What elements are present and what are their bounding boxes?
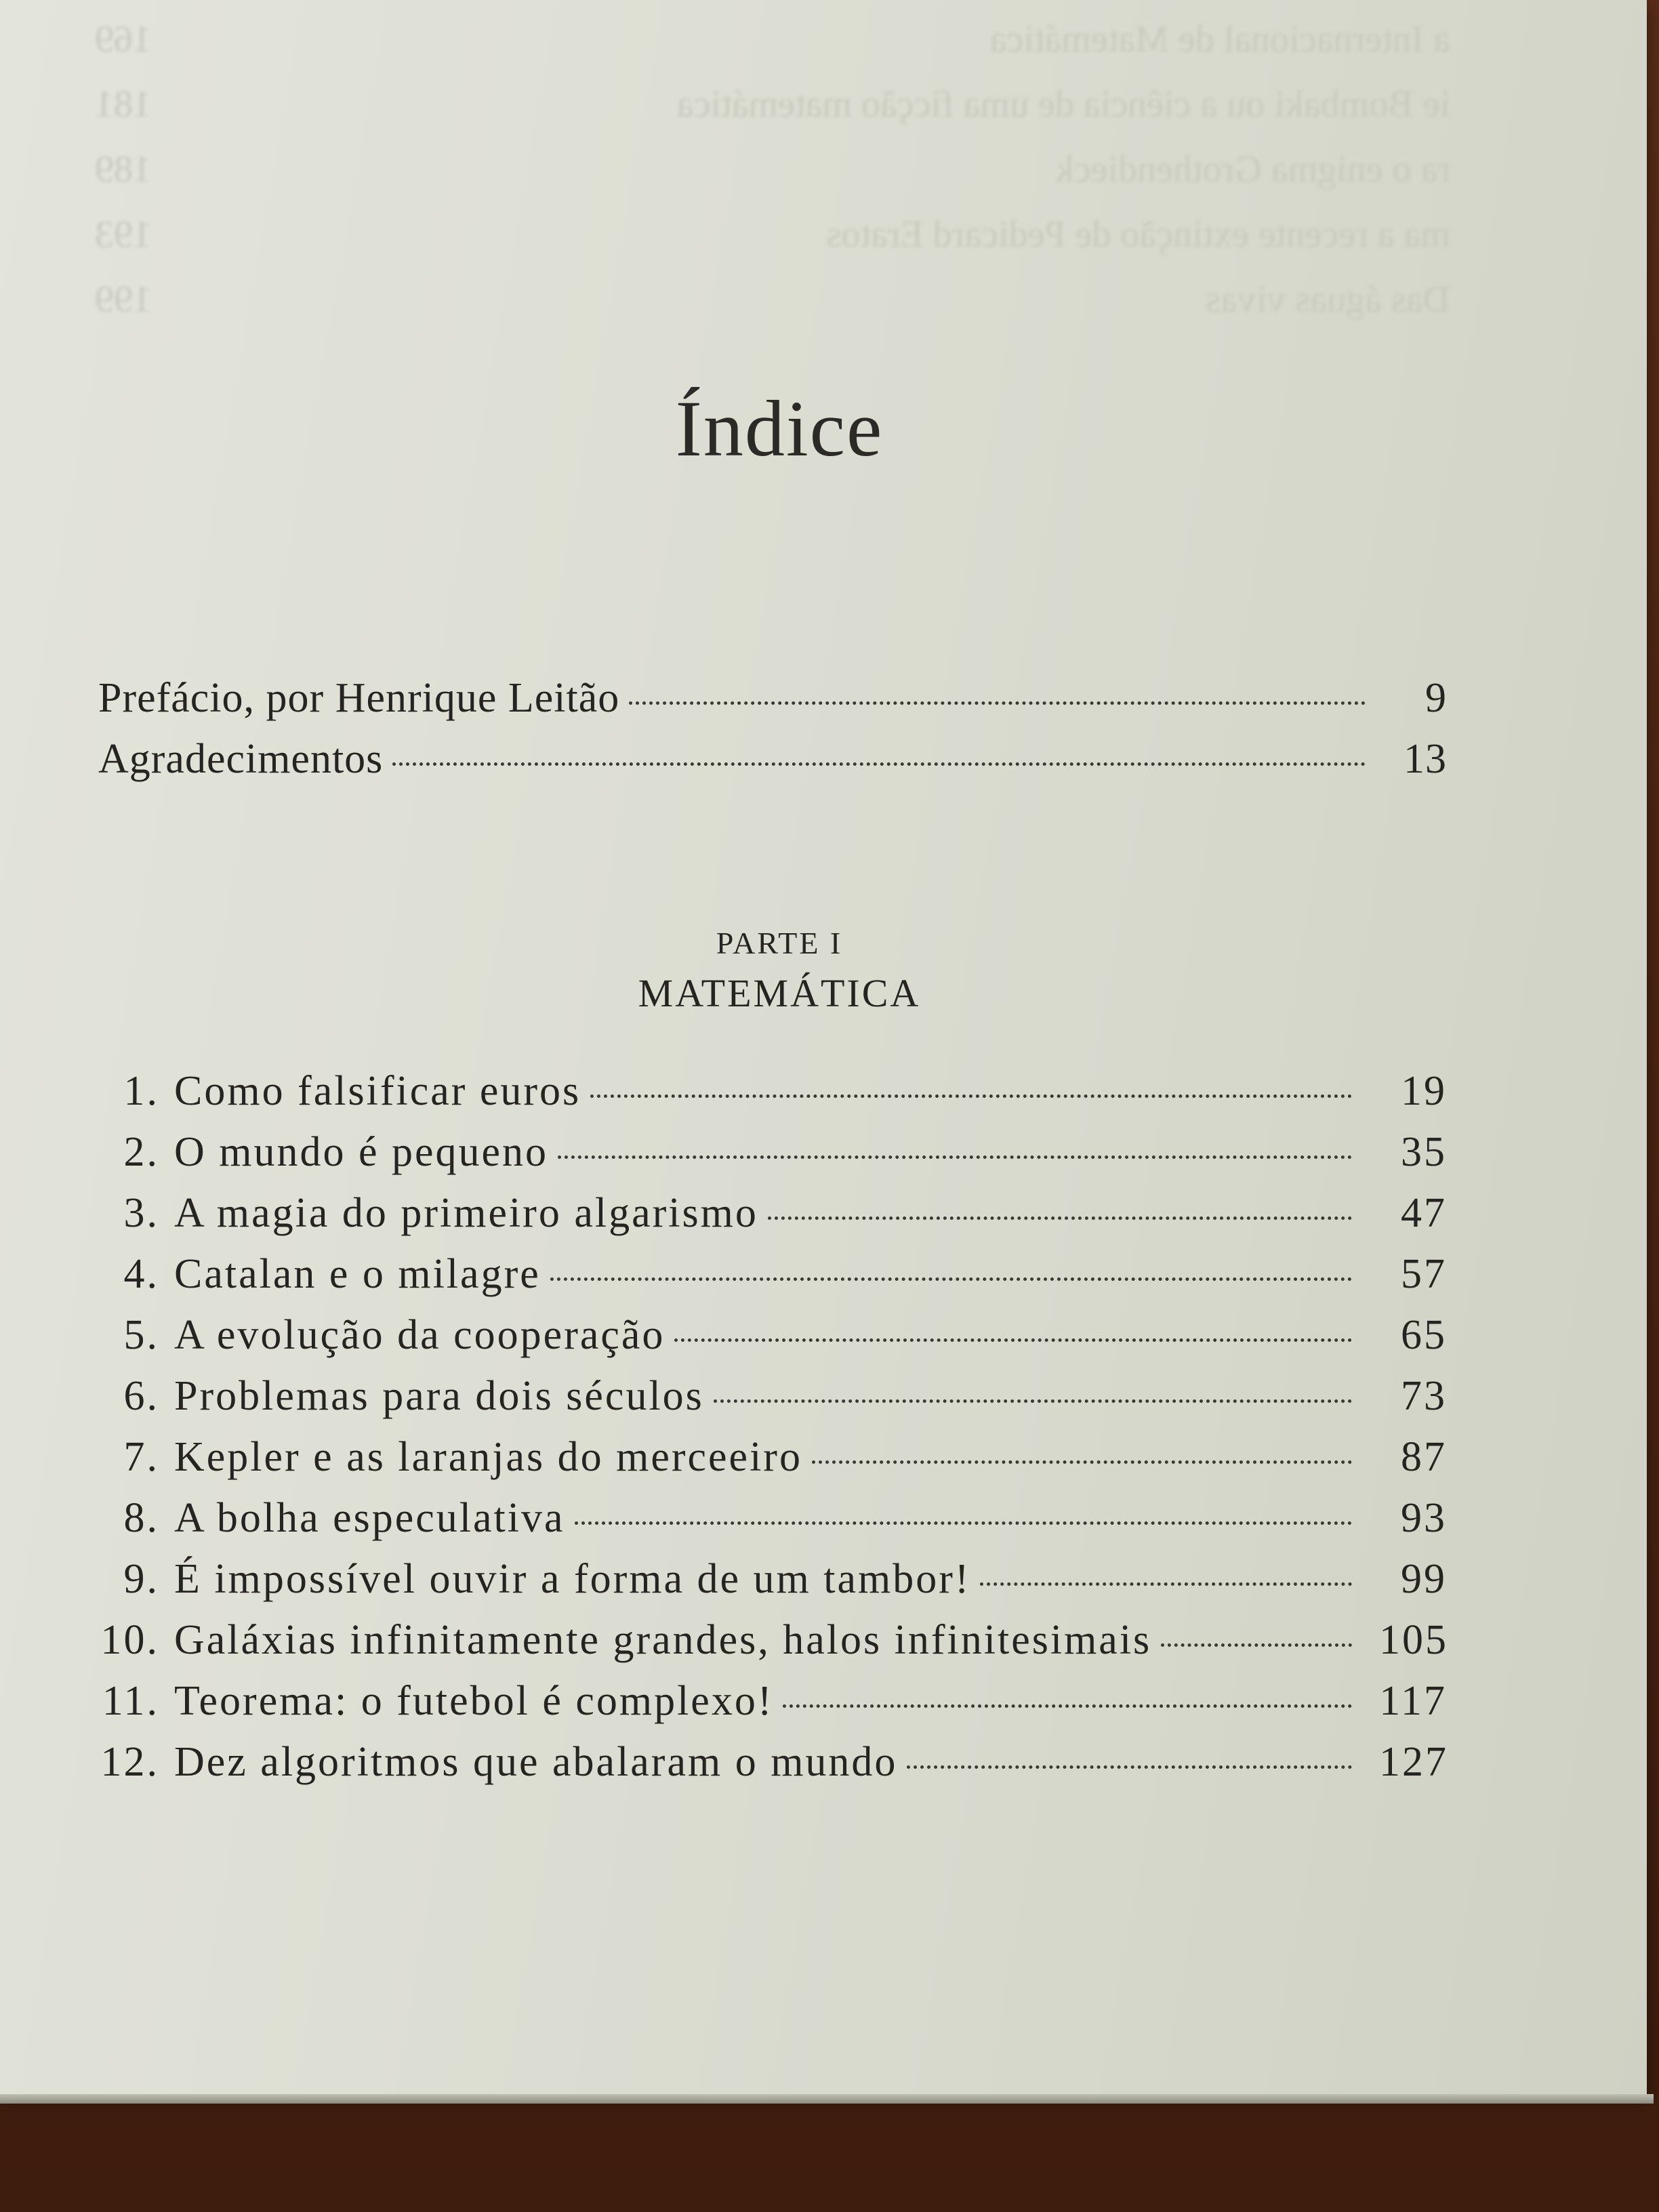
- chapter-page-number: 35: [1401, 1129, 1447, 1175]
- chapter-page-number: 105: [1379, 1617, 1448, 1663]
- toc-chapter-entry: [91, 1250, 1447, 1298]
- entry-page-number: 9: [1425, 675, 1447, 721]
- leader-dots: [674, 1338, 1352, 1342]
- bleed-line: a Internacional de Matemática 169: [95, 18, 1450, 60]
- toc-chapter-entry: [91, 1372, 1447, 1420]
- toc-entry-preface: [98, 674, 1447, 722]
- toc-chapter-entry: [91, 1555, 1447, 1603]
- bleed-line: ra o enigma Grothendieck 189: [95, 148, 1450, 190]
- chapter-title: A evolução da cooperação: [174, 1312, 665, 1358]
- leader-dots: [550, 1277, 1352, 1281]
- chapter-number: 11.: [102, 1678, 159, 1724]
- entry-page-number: 13: [1404, 736, 1447, 782]
- bleed-line: ma a recente extinção de Pedicard Eratos 193: [95, 213, 1450, 255]
- toc-chapter-entry: [91, 1616, 1447, 1664]
- leader-dots: [768, 1216, 1352, 1220]
- chapter-page-number: 87: [1401, 1434, 1447, 1480]
- leader-dots: [907, 1765, 1352, 1769]
- chapter-number: 10.: [100, 1617, 159, 1663]
- chapter-number: 8.: [123, 1495, 159, 1541]
- toc-chapter-entry: [91, 1494, 1447, 1542]
- chapter-title: Teorema: o futebol é complexo!: [174, 1678, 774, 1724]
- toc-entry-acknowledgements: [98, 735, 1447, 783]
- chapter-number: 1.: [123, 1068, 159, 1114]
- leader-dots: [590, 1094, 1352, 1098]
- leader-dots: [1161, 1643, 1352, 1647]
- leader-dots: [558, 1155, 1352, 1159]
- leader-dots: [629, 701, 1366, 705]
- chapter-page-number: 47: [1401, 1190, 1447, 1236]
- chapter-title: A magia do primeiro algarismo: [174, 1190, 758, 1236]
- toc-chapter-entry: [91, 1738, 1447, 1786]
- toc-chapter-entry: [91, 1189, 1447, 1237]
- chapter-number: 9.: [123, 1556, 159, 1602]
- chapter-title: Problemas para dois séculos: [174, 1373, 704, 1419]
- chapter-title: O mundo é pequeno: [174, 1129, 549, 1175]
- toc-chapter-entry: [91, 1433, 1447, 1481]
- chapter-title: Kepler e as laranjas do merceeiro: [174, 1434, 802, 1480]
- chapter-number: 4.: [123, 1251, 159, 1297]
- chapter-number: 5.: [123, 1312, 159, 1358]
- toc-chapter-entry: [91, 1311, 1447, 1359]
- chapter-page-number: 99: [1401, 1556, 1447, 1602]
- chapter-page-number: 19: [1401, 1068, 1447, 1114]
- leader-dots: [575, 1521, 1353, 1525]
- chapter-title: É impossível ouvir a forma de um tambor!: [174, 1556, 971, 1602]
- chapter-page-number: 127: [1379, 1739, 1448, 1785]
- toc-chapter-entry: [91, 1067, 1447, 1115]
- chapter-page-number: 65: [1401, 1312, 1447, 1358]
- chapter-page-number: 57: [1401, 1251, 1447, 1297]
- chapter-number: 6.: [123, 1373, 159, 1419]
- chapter-title: Dez algoritmos que abalaram o mundo: [174, 1739, 898, 1785]
- chapter-number: 12.: [100, 1739, 159, 1785]
- toc-chapter-entry: [91, 1128, 1447, 1176]
- bleed-line: Das águas vivas 199: [95, 279, 1450, 321]
- part-title: MATEMÁTICA: [638, 971, 921, 1015]
- entry-title: Prefácio, por Henrique Leitão: [98, 675, 620, 721]
- chapter-page-number: 117: [1379, 1678, 1447, 1724]
- part-label: PARTE I: [716, 926, 843, 960]
- leader-dots: [392, 762, 1366, 766]
- chapter-title: Galáxias infinitamente grandes, halos infinitesimais: [174, 1617, 1152, 1663]
- entry-title: Agradecimentos: [98, 736, 384, 782]
- page-title: Índice: [675, 384, 884, 473]
- leader-dots: [980, 1582, 1352, 1586]
- chapter-title: A bolha especulativa: [174, 1495, 565, 1541]
- chapter-page-number: 73: [1401, 1373, 1447, 1419]
- chapter-number: 3.: [123, 1190, 159, 1236]
- chapter-title: Como falsificar euros: [174, 1068, 581, 1114]
- leader-dots: [812, 1460, 1352, 1464]
- bleed-line: ie Bombaki ou a ciência de uma ficção matemática 181: [95, 83, 1450, 125]
- chapter-title: Catalan e o milagre: [174, 1251, 541, 1297]
- chapter-number: 7.: [123, 1434, 159, 1480]
- leader-dots: [783, 1704, 1352, 1708]
- bleed-through-text: [95, 7, 1450, 321]
- leader-dots: [714, 1399, 1352, 1403]
- chapter-page-number: 93: [1401, 1495, 1447, 1541]
- toc-chapter-entry: [91, 1677, 1447, 1725]
- page-edge: [0, 2094, 1654, 2104]
- chapter-number: 2.: [123, 1129, 159, 1175]
